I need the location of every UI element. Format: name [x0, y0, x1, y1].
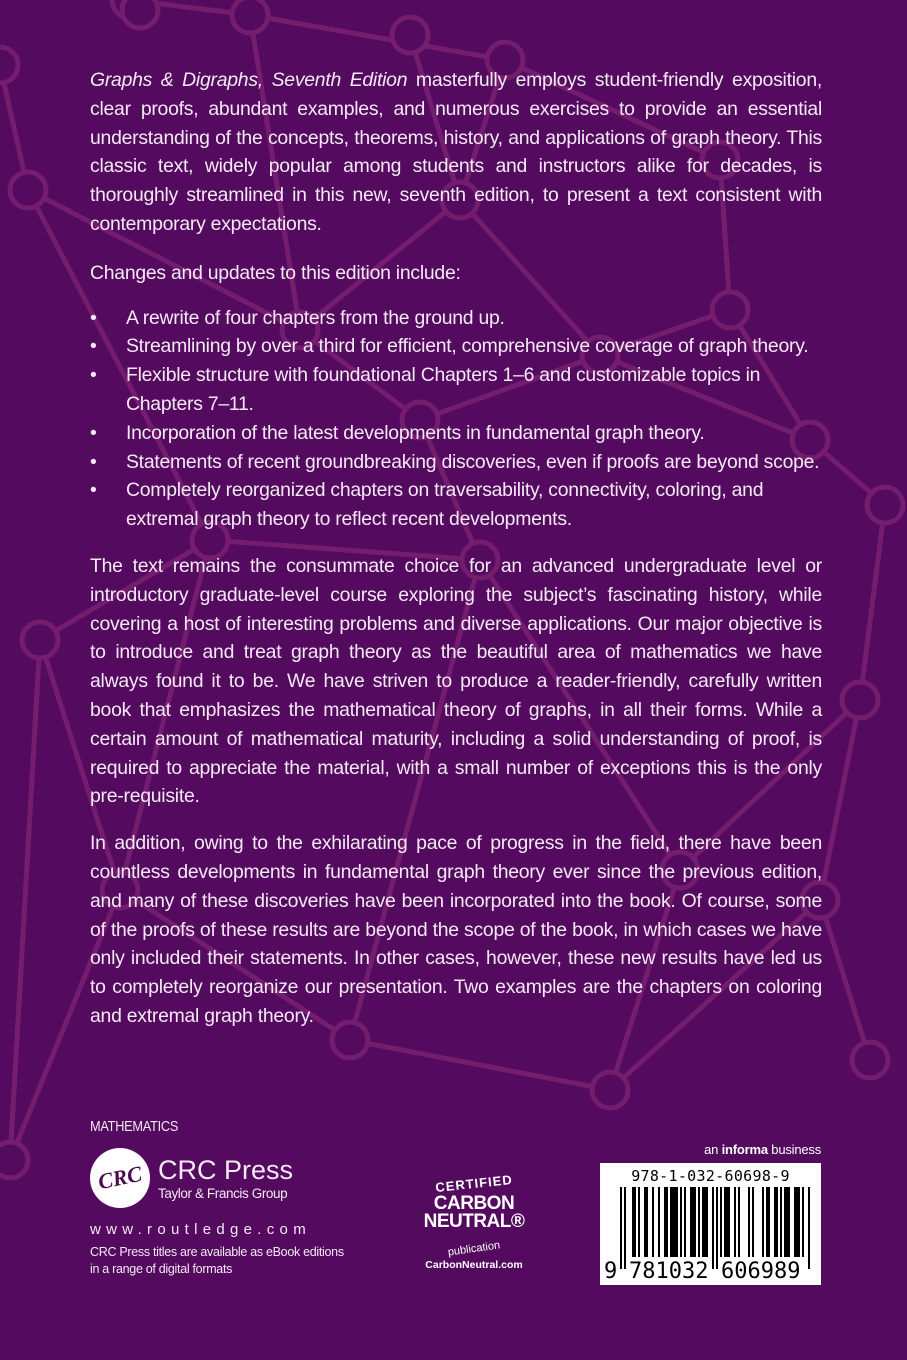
- barcode-bar: [766, 1187, 768, 1257]
- carbon-neutral-logo: [412, 1171, 536, 1271]
- bullet-icon: •: [90, 421, 97, 444]
- barcode-bar: [728, 1187, 730, 1257]
- list-item-text: Incorporation of the latest developments in fundamental graph theory.: [126, 421, 705, 444]
- ebook-note-line-1: CRC Press titles are available as eBook editions: [90, 1245, 344, 1259]
- list-item-text: Completely reorganized chapters on traversability, connectivity, coloring, and extremal graph theory to reflect recent developments.: [126, 479, 764, 531]
- barcode-bar: [738, 1187, 740, 1257]
- barcode-bar: [620, 1187, 622, 1269]
- publisher-block: [90, 1118, 390, 1278]
- description-paragraph-1: [90, 66, 822, 239]
- description-paragraph-3: The text remains the consummate choice for an advanced undergraduate level or introductory graduate-level course exploring the subject’s fascinating history, while covering a host of interesting problems and diverse applications. Our major objective is to introduce and treat graph theory as the beautiful area of mathematics we have always found it to be. We have striven to produce a reader-friendly, carefully written book that emphasizes the mathematical theory of graphs, in all their forms. While a certain amount of mathematical maturity, including a solid understanding of proof, is required to appreciate the material, with a small number of exceptions this is the only pre-requisite.: [90, 554, 822, 808]
- network-node: [22, 622, 58, 658]
- list-item: [90, 361, 822, 419]
- barcode-bar: [632, 1187, 634, 1257]
- description-paragraph-1-text: masterfully employs student-friendly exposition, clear proofs, abundant examples, and numerous exercises to provide an essential understanding of the concepts, theorems, history, and applications of graph theory. This classic text, widely popular among students and instructors alike for decades, is thoroughly streamlined in this new, seventh edition, to present a text consistent with contemporary expectations.: [90, 69, 822, 235]
- barcode-bar: [624, 1187, 626, 1269]
- network-node: [122, 0, 158, 28]
- barcode-bars: [620, 1187, 810, 1269]
- barcode-bar: [638, 1187, 640, 1257]
- subject-category: MATHEMATICS: [90, 1118, 179, 1135]
- barcode-bar: [634, 1187, 636, 1257]
- changes-list: [90, 304, 822, 534]
- barcode-bar: [692, 1187, 694, 1257]
- back-cover-description: [90, 66, 822, 1031]
- informa-suffix: business: [767, 1142, 821, 1157]
- network-node: [10, 172, 46, 208]
- barcode-bar: [706, 1187, 708, 1257]
- network-node: [392, 17, 428, 53]
- barcode-bar: [694, 1187, 696, 1257]
- list-item-text: Streamlining by over a third for efficient, comprehensive coverage of graph theory.: [126, 335, 809, 358]
- barcode-bar: [776, 1187, 778, 1257]
- network-edge: [820, 900, 870, 1060]
- neutral-text: NEUTRAL®: [423, 1211, 525, 1232]
- bullet-icon: •: [90, 335, 97, 358]
- barcode-bar: [752, 1187, 754, 1257]
- publisher-group: Taylor & Francis Group: [158, 1185, 288, 1201]
- barcode-bar: [676, 1187, 678, 1257]
- crc-press-logo: [90, 1148, 390, 1208]
- carbon-text: CARBON: [433, 1193, 515, 1214]
- list-item: [90, 332, 822, 361]
- crc-logo-icon: CRC: [84, 1142, 155, 1213]
- barcode-bar: [802, 1187, 804, 1257]
- barcode-digits-left: 781032: [629, 1259, 709, 1284]
- barcode-bar: [664, 1187, 666, 1257]
- list-item: [90, 448, 822, 477]
- network-node: [842, 682, 878, 718]
- description-paragraph-4: In addition, owing to the exhilarating pace of progress in the field, there have been countless developments in fundamental graph theory ever since the previous edition, and many of these discoveries have been incorporated into the book. Of course, some of the proofs of these results are beyond the scope of the book, in which cases we have only included their statements. In other cases, however, these new results have led us to completely reorganize our presentation. Two examples are the chapters on coloring and extremal graph theory.: [90, 832, 822, 1027]
- informa-prefix: an: [704, 1142, 722, 1157]
- barcode-bar: [734, 1187, 736, 1257]
- publisher-website: www.routledge.com: [90, 1221, 311, 1238]
- network-edge: [860, 505, 885, 700]
- barcode-bar: [658, 1187, 660, 1257]
- list-item: [90, 476, 822, 534]
- carbon-publication-text: publication: [447, 1239, 501, 1259]
- ebook-note-line-2: in a range of digital formats: [90, 1262, 233, 1276]
- list-item: [90, 304, 822, 333]
- barcode-bar: [780, 1187, 782, 1257]
- barcode-bar: [644, 1187, 646, 1257]
- informa-business-tagline: [704, 1142, 821, 1157]
- isbn-barcode: [600, 1163, 821, 1285]
- barcode-bar: [674, 1187, 676, 1257]
- informa-brand: informa: [721, 1142, 768, 1157]
- barcode-bar: [796, 1187, 798, 1257]
- network-node: [0, 1142, 28, 1178]
- barcode-bar: [652, 1187, 654, 1257]
- network-edge: [10, 640, 40, 1160]
- network-node: [852, 1042, 888, 1078]
- barcode-bar: [672, 1187, 674, 1257]
- barcode-bar: [684, 1187, 686, 1257]
- barcode-bar: [724, 1187, 726, 1257]
- list-item-text: A rewrite of four chapters from the ground up.: [126, 306, 505, 329]
- barcode-bar: [698, 1187, 700, 1257]
- network-node: [592, 1072, 628, 1108]
- list-item-text: Statements of recent groundbreaking discoveries, even if proofs are beyond scope.: [126, 450, 820, 473]
- bullet-icon: •: [90, 364, 97, 387]
- barcode-digits-right: 606989: [721, 1259, 801, 1284]
- barcode-bar: [666, 1187, 668, 1257]
- barcode-bar: [702, 1187, 704, 1257]
- barcode-bar: [704, 1187, 706, 1257]
- barcode-bar: [726, 1187, 728, 1257]
- network-node: [867, 487, 903, 523]
- barcode-bar: [768, 1187, 770, 1257]
- barcode-bar: [786, 1187, 788, 1257]
- barcode-bar: [788, 1187, 790, 1257]
- barcode-digit-first: 9: [604, 1259, 618, 1284]
- barcode-bar: [680, 1187, 682, 1257]
- barcode-bar: [646, 1187, 648, 1257]
- bullet-icon: •: [90, 306, 97, 329]
- changes-intro: Changes and updates to this edition include:: [90, 261, 461, 284]
- barcode-bar: [798, 1187, 800, 1257]
- list-item-text: Flexible structure with foundational Chapters 1–6 and customizable topics in Chapters 7–11.: [126, 364, 761, 415]
- network-node: [232, 0, 268, 33]
- bullet-icon: •: [90, 479, 97, 502]
- barcode-bar: [774, 1187, 776, 1257]
- carbon-site-text: CarbonNeutral.com: [425, 1259, 523, 1271]
- carbon-certified-text: CERTIFIED: [434, 1171, 514, 1196]
- barcode-bar: [748, 1187, 750, 1257]
- barcode-bar: [794, 1187, 796, 1257]
- barcode-bar: [762, 1187, 764, 1257]
- network-edge: [350, 1040, 610, 1090]
- barcode-bar: [784, 1187, 786, 1257]
- bullet-icon: •: [90, 450, 97, 473]
- ebook-note: [90, 1244, 390, 1278]
- publisher-name: CRC Press: [158, 1154, 294, 1185]
- barcode-bar: [808, 1187, 810, 1269]
- list-item: [90, 419, 822, 448]
- network-edge: [250, 15, 505, 60]
- barcode-bar: [716, 1187, 718, 1269]
- barcode-bar: [720, 1187, 722, 1257]
- barcode-bar: [712, 1187, 714, 1269]
- barcode-bar: [670, 1187, 672, 1257]
- barcode-bar: [690, 1187, 692, 1257]
- isbn-number: 978-1-032-60698-9: [631, 1167, 790, 1185]
- network-node: [0, 47, 18, 83]
- book-title-italic: Graphs & Digraphs, Seventh Edition: [90, 69, 408, 91]
